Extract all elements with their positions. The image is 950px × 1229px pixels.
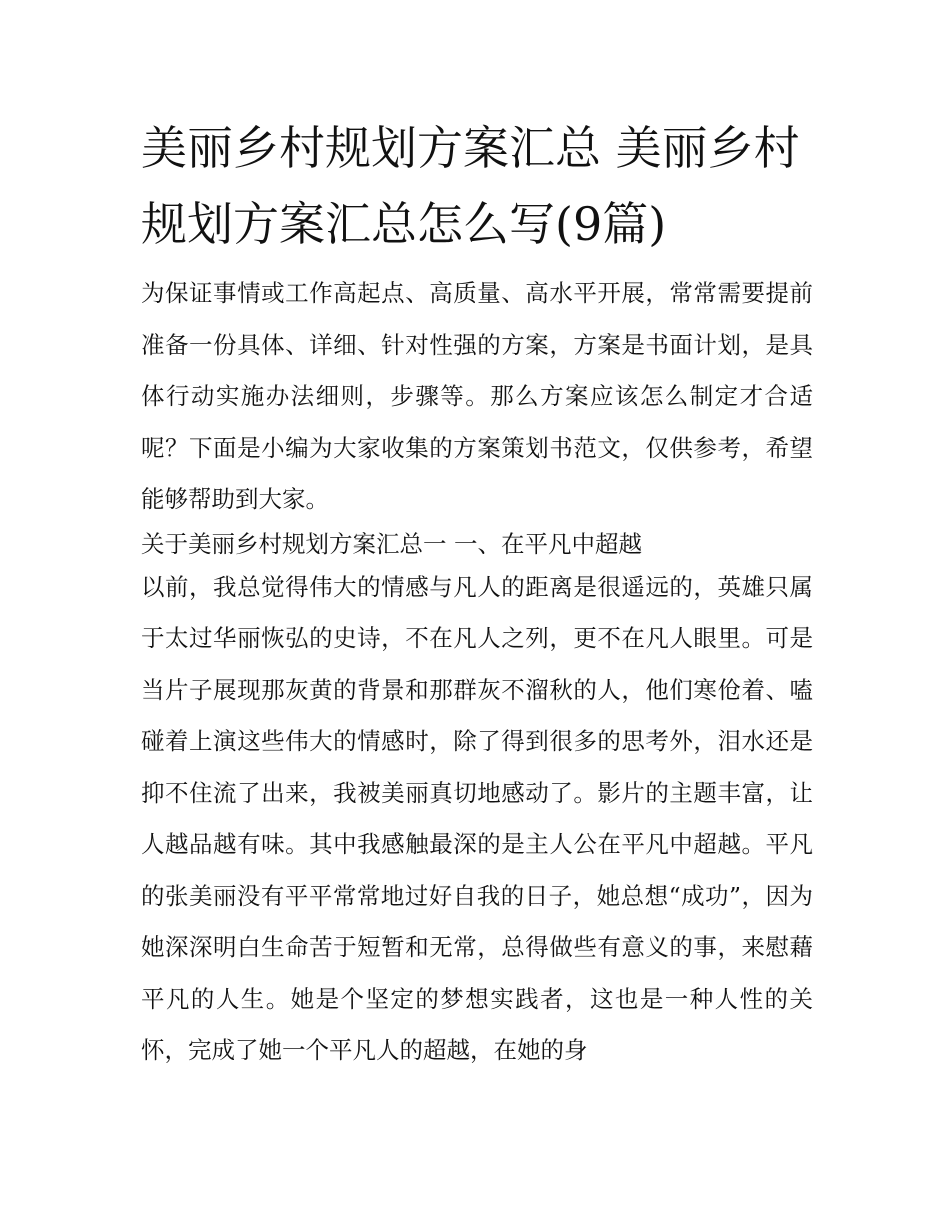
document-page [141, 110, 813, 1077]
document-title: 美丽乡村规划方案汇总 美丽乡村规划方案汇总怎么写(9篇) [141, 121, 800, 251]
body-paragraph: 以前，我总觉得伟大的情感与凡人的距离是很遥远的，英雄只属于太过华丽恢弘的史诗，不在凡人之列，更不在凡人眼里。可是当片子展现那灰黄的背景和那群灰不溜秋的人，他们寒伧着、嗑碰着上演这些伟大的情感时，除了得到很多的思考外，泪水还是抑不住流了出来，我被美丽真切地感动了。影片的主题丰富，让人越品越有味。其中我感触最深的是主人公在平凡中超越。平凡的张美丽没有平平常常地过好自我的日子，她总想“成功”，因为她深深明白生命苦于短暂和无常，总得做些有意义的事，来慰藉平凡的人生。她是个坚定的梦想实践者，这也是一种人性的关怀，完成了她一个平凡人的超越，在她的身 [141, 572, 813, 1064]
intro-paragraph: 为保证事情或工作高起点、高质量、高水平开展，常常需要提前准备一份具体、详细、针对性强的方案，方案是书面计划，是具体行动实施办法细则，步骤等。那么方案应该怎么制定才合适呢？下面是小编为大家收集的方案策划书范文，仅供参考，希望能够帮助到大家。 [141, 279, 813, 513]
section-heading: 关于美丽乡村规划方案汇总一 一、在平凡中超越 [141, 529, 642, 558]
